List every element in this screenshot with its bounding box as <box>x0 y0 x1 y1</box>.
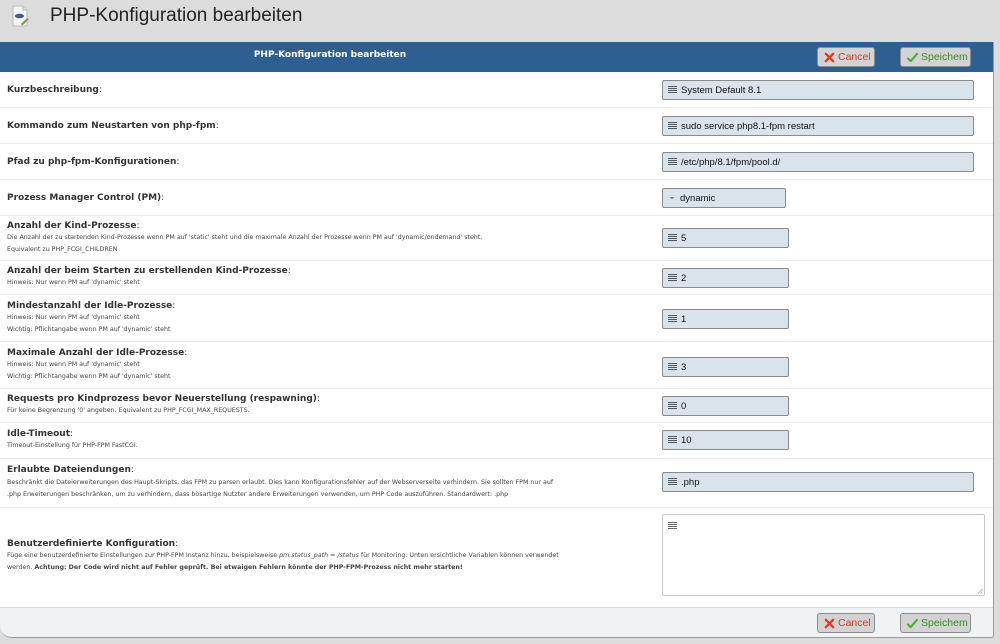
panel-footer <box>0 607 994 638</box>
max-requests-input[interactable]: 0 <box>662 396 789 416</box>
field-label: Prozess Manager Control (PM) <box>7 193 162 203</box>
config-path-input[interactable]: /etc/php/8.1/fpm/pool.d/ <box>662 152 974 172</box>
row-max-children: Anzahl der Kind-Prozesse: Die Anzahl der zu startenden Kind-Prozesse wenn PM auf 'static' steht und die maximale Anzahl der Prozesse wenn PM auf 'dynamic/ondemand' steht. Equivalent zu PHP_FCGI_CHILDREN 5 <box>0 216 994 261</box>
restart-command-input[interactable]: sudo service php8.1-fpm restart <box>662 116 974 136</box>
field-label: Kurzbeschreibung <box>7 85 99 95</box>
extensions-input[interactable]: .php <box>662 472 974 492</box>
field-label: Erlaubte Dateiendungen <box>7 465 131 475</box>
cancel-x-icon <box>824 52 835 63</box>
field-label: Idle-Timeout <box>7 429 70 439</box>
field-label: Kommando zum Neustarten von php-fpm <box>7 121 216 131</box>
kurzbeschreibung-input[interactable]: System Default 8.1 <box>662 80 974 100</box>
field-hint: Füge eine benutzerdefinierte Einstellungen zur PHP-FPM Instanz hinzu, beispielsweise pm.status_path = /status für Monitoring. Unten ersichtliche Variablen können verwendet <box>7 552 559 559</box>
idle-timeout-input[interactable]: 10 <box>662 430 789 450</box>
cancel-x-icon <box>824 618 835 629</box>
caret-down-icon <box>668 194 676 202</box>
php-file-edit-icon <box>11 5 29 27</box>
code-example: pm.status_path = /status <box>279 552 359 559</box>
text-lines-icon <box>668 402 677 410</box>
field-label: Maximale Anzahl der Idle-Prozesse <box>7 348 185 358</box>
save-label: Speichem <box>921 51 968 63</box>
field-hint: Beschränkt die Dateierweiterungen des Haupt-Skripts, das FPM zu parsen erlaubt. Dies kann Konfigurationsfehler auf der Webserverseite verhindern. Sie sollten FPM nur auf <box>7 479 554 486</box>
row-custom-config: Benutzerdefinierte Konfiguration: Füge eine benutzerdefinierte Einstellungen zur PHP-FPM Instanz hinzu, beispielsweise pm.status_path = /status für Monitoring. Unten ersichtliche Variablen können verwendet werden. Achtung: Der Code wird nicht auf Fehler geprüft. Bei etwaigen Fehlern könnte der PHP-FPM-Prozess nicht mehr starten! <box>0 508 994 607</box>
warning-text: Achtung: Der Code wird nicht auf Fehler geprüft. Bei etwaigen Fehlern könnte der PHP-FPM-Prozess nicht mehr starten! <box>34 564 463 571</box>
row-config-path: Pfad zu php-fpm-Konfigurationen: /etc/php/8.1/fpm/pool.d/ <box>0 144 994 180</box>
text-lines-icon <box>668 122 677 130</box>
row-restart-command: Kommando zum Neustarten von php-fpm: sudo service php8.1-fpm restart <box>0 108 994 144</box>
field-hint: Equivalent zu PHP_FCGI_CHILDREN <box>7 246 118 253</box>
field-hint: Wichtig: Pflichtangabe wenn PM auf 'dynamic' steht <box>7 373 171 380</box>
field-hint: .php Erweiterungen beschränken, um zu verhindern, dass bösartige Nutzter andere Erweiterungen verwenden, um PHP Code auszuführen. Standardwert: .php <box>7 491 509 498</box>
save-button-bottom[interactable] <box>900 613 971 633</box>
row-max-spare: Maximale Anzahl der Idle-Prozesse: Hinweis: Nur wenn PM auf 'dynamic' steht Wichtig: Pflichtangabe wenn PM auf 'dynamic' steht 3 <box>0 342 994 389</box>
row-min-spare: Mindestanzahl der Idle-Prozesse: Hinweis: Nur wenn PM auf 'dynamic' steht Wichtig: Pflichtangabe wenn PM auf 'dynamic' steht 1 <box>0 295 994 342</box>
cancel-label: Cancel <box>838 51 871 63</box>
save-label: Speichem <box>921 617 968 629</box>
field-label: Pfad zu php-fpm-Konfigurationen <box>7 157 177 167</box>
row-extensions: Erlaubte Dateiendungen: Beschränkt die Dateierweiterungen des Haupt-Skripts, das FPM zu parsen erlaubt. Dies kann Konfigurationsfehler auf der Webserverseite verhindern. Sie sollten FPM nur auf .php Erweiterungen beschränken, um zu verhindern, dass bösartige Nutzter andere Erweiterungen verwenden, um PHP Code auszuführen. Standardwert: .php .php <box>0 459 994 508</box>
php-config-form <box>0 42 994 638</box>
panel-title: PHP-Konfiguration bearbeiten <box>253 50 407 60</box>
field-label: Benutzerdefinierte Konfiguration <box>7 539 176 549</box>
field-label: Anzahl der beim Starten zu erstellenden Kind-Prozesse <box>7 266 288 276</box>
field-hint: Timeout-Einstellung für PHP-FPM FastCGI. <box>7 442 138 449</box>
cancel-button-bottom[interactable] <box>817 613 875 633</box>
panel-header <box>0 42 993 72</box>
max-spare-input[interactable]: 3 <box>662 357 789 377</box>
resize-grip-icon[interactable] <box>977 588 983 594</box>
field-hint: Hinweis: Nur wenn PM auf 'dynamic' steht <box>7 361 140 368</box>
text-lines-icon <box>668 363 677 371</box>
text-lines-icon <box>668 315 677 323</box>
text-lines-icon <box>668 274 677 282</box>
field-hint: Die Anzahl der zu startenden Kind-Prozesse wenn PM auf 'static' steht und die maximale Anzahl der Prozesse wenn PM auf 'dynamic/ondemand' steht. <box>7 234 483 241</box>
start-servers-input[interactable]: 2 <box>662 268 789 288</box>
field-hint: Hinweis: Nur wenn PM auf 'dynamic' steht <box>7 279 140 286</box>
field-label: Anzahl der Kind-Prozesse <box>7 221 137 231</box>
row-idle-timeout: Idle-Timeout: Timeout-Einstellung für PHP-FPM FastCGI. 10 <box>0 423 994 459</box>
text-lines-icon <box>668 436 677 444</box>
row-max-requests: Requests pro Kindprozess bevor Neuerstellung (respawning): Für keine Begrenzung '0' angeben. Equivalent zu PHP_FCGI_MAX_REQUESTS. 0 <box>0 389 994 423</box>
field-hint: Hinweis: Nur wenn PM auf 'dynamic' steht <box>7 314 140 321</box>
text-lines-icon <box>668 234 677 242</box>
page-title: PHP-Konfiguration bearbeiten <box>50 5 303 26</box>
checkmark-icon <box>907 52 918 63</box>
min-spare-input[interactable]: 1 <box>662 309 789 329</box>
pm-select[interactable]: dynamic <box>662 188 786 208</box>
field-hint: Für keine Begrenzung '0' angeben. Equivalent zu PHP_FCGI_MAX_REQUESTS. <box>7 407 250 414</box>
cancel-button-top[interactable] <box>817 47 875 67</box>
text-lines-icon <box>668 522 677 530</box>
custom-config-textarea[interactable] <box>662 514 985 596</box>
field-hint: werden. Achtung: Der Code wird nicht auf Fehler geprüft. Bei etwaigen Fehlern könnte der PHP-FPM-Prozess nicht mehr starten! <box>7 564 463 571</box>
field-label: Requests pro Kindprozess bevor Neuerstellung (respawning) <box>7 394 317 404</box>
field-label: Mindestanzahl der Idle-Prozesse <box>7 301 173 311</box>
text-lines-icon <box>668 478 677 486</box>
save-button-top[interactable] <box>900 47 971 67</box>
row-start-servers: Anzahl der beim Starten zu erstellenden Kind-Prozesse: Hinweis: Nur wenn PM auf 'dynamic' steht 2 <box>0 261 994 295</box>
page-header <box>0 0 1000 40</box>
text-lines-icon <box>668 158 677 166</box>
text-lines-icon <box>668 86 677 94</box>
cancel-label: Cancel <box>838 617 871 629</box>
checkmark-icon <box>907 618 918 629</box>
row-pm: Prozess Manager Control (PM): dynamic <box>0 180 994 216</box>
field-hint: Wichtig: Pflichtangabe wenn PM auf 'dynamic' steht <box>7 326 171 333</box>
row-kurzbeschreibung: Kurzbeschreibung: System Default 8.1 <box>0 72 994 108</box>
max-children-input[interactable]: 5 <box>662 228 789 248</box>
